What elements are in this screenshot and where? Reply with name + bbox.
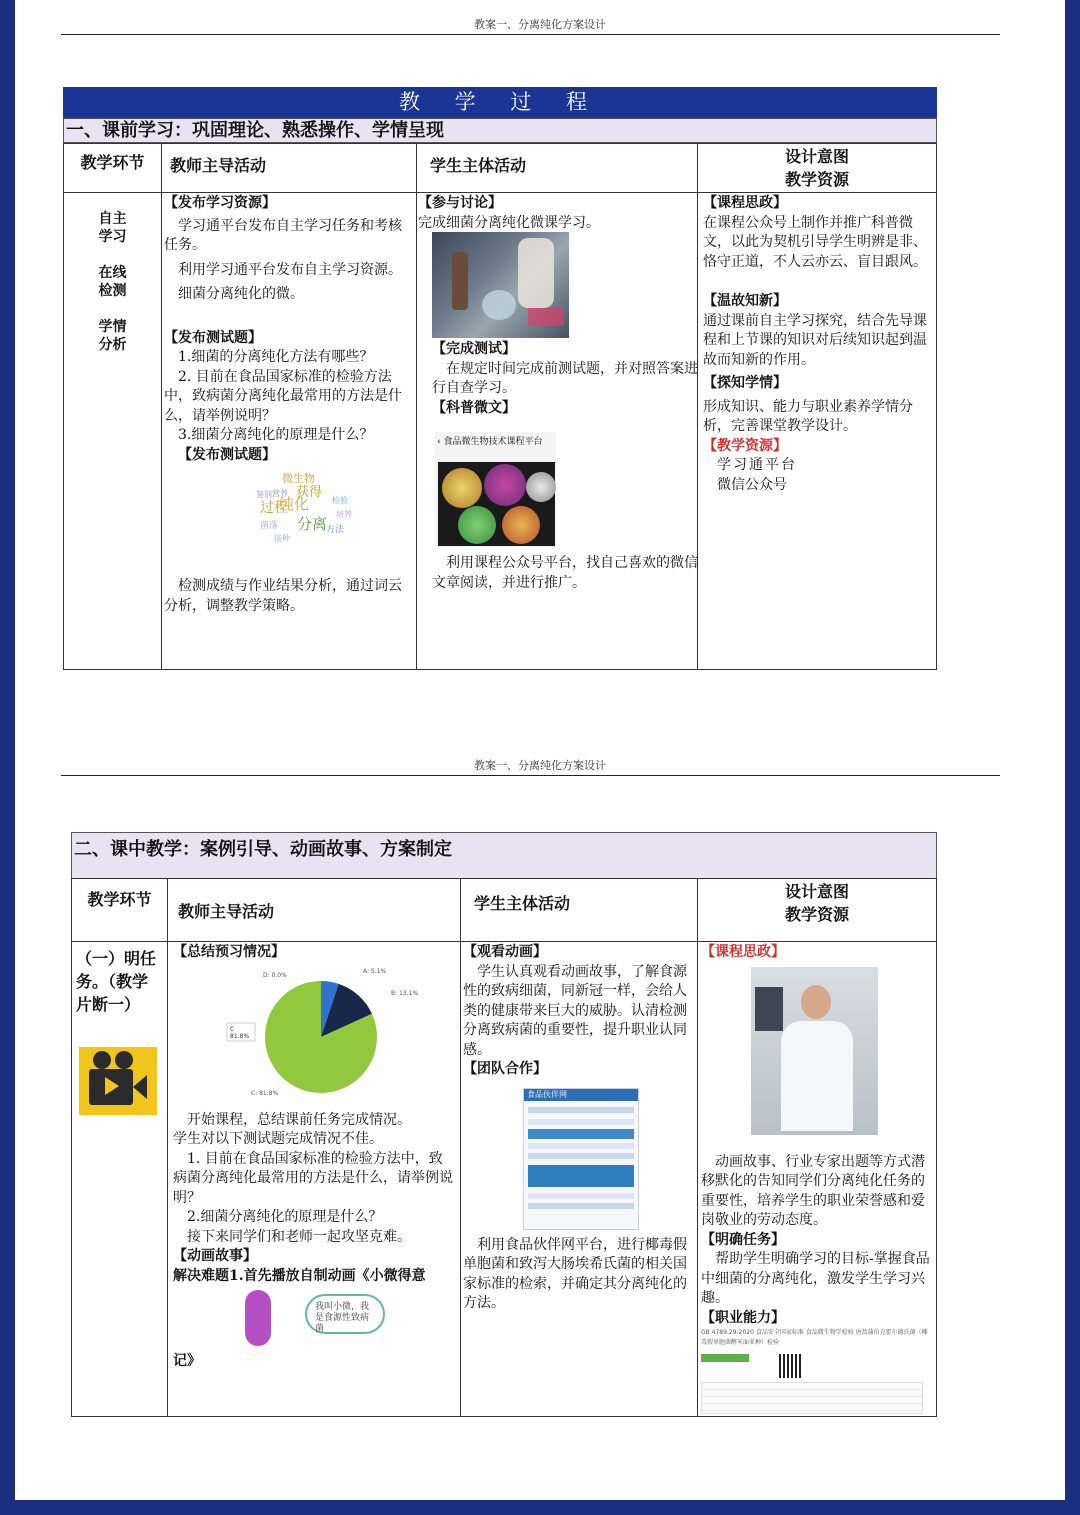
stage-line: 在线 bbox=[98, 265, 127, 281]
resource-heading: 【教学资源】 bbox=[703, 437, 787, 454]
back-icon: ‹ bbox=[437, 437, 444, 447]
design-label: 设计意图 bbox=[784, 147, 849, 166]
word-cloud-image: 微生物 分离 获得 过程 纯化 营养 检验 鉴别 方法 菌落 接种 培养 bbox=[256, 472, 352, 543]
stage-line: 自主 bbox=[98, 211, 127, 227]
design-label: 设计意图 bbox=[784, 882, 849, 901]
col-student-header: 学生主体活动 bbox=[460, 878, 698, 942]
activity-text: 完成细菌分离纯化微课学习。 bbox=[418, 214, 600, 231]
activity-text: 学习通平台发布自主学习任务和考核任务。 bbox=[164, 217, 402, 253]
pie-label: D: 0.0% bbox=[263, 971, 287, 979]
quiz-question: 2. 目前在食品国家标准的检验方法中，致病菌分离纯化最常用的方法是什么，请举例说明？ bbox=[164, 368, 402, 424]
activity-heading: 【完成测试】 bbox=[432, 341, 516, 357]
activity-text: 学生认真观看动画故事，了解食源性的致病细菌，同新冠一样，会给人类的健康带来巨大的威胁。认清检测分离致病菌的重要性，提升职业认同感。 bbox=[463, 963, 687, 1058]
design-heading: 【课程思政】 bbox=[703, 195, 787, 211]
stage-cell bbox=[63, 192, 162, 670]
design-text: 动画故事、行业专家出题等方式潜移默化的告知同学们分离纯化任务的重要性，培养学生的职业荣誉感和爱岗敬业的劳动态度。 bbox=[701, 1153, 925, 1228]
header-rule bbox=[61, 775, 1000, 776]
process-title-bar: 教 学 过 程 bbox=[63, 87, 937, 118]
stage-line: 分析 bbox=[98, 337, 127, 353]
quiz-question: 1.细菌的分离纯化方法有哪些？ bbox=[178, 349, 374, 365]
site-name: 食品伙伴网 bbox=[524, 1089, 638, 1101]
teacher-activity-cell bbox=[167, 941, 461, 1417]
standard-title: GB 4789.29-2020 食品安全国家标准 食品微生物学检验 唐菖蒲伯克霍尔德氏菌（椰毒假单胞菌酵米面亚种）检验 bbox=[701, 1329, 928, 1346]
activity-text: 开始课程，总结课前任务完成情况。 bbox=[187, 1111, 411, 1128]
col-teacher-header: 教师主导活动 bbox=[167, 878, 461, 942]
resource-label: 教学资源 bbox=[784, 905, 849, 924]
student-article-text: 利用课程公众号平台，找自己喜欢的微信文章阅读，并进行推广。 bbox=[432, 555, 698, 591]
pie-label: B: 13.1% bbox=[391, 989, 419, 997]
student-test-block bbox=[432, 340, 698, 418]
standard-record-screenshot bbox=[701, 1354, 932, 1414]
section-heading: 一、课前学习：巩固理论、熟悉操作、学情呈现 bbox=[63, 118, 937, 143]
student-activity-cell bbox=[460, 941, 698, 1417]
quiz-question: 3.细菌分离纯化的原理是什么？ bbox=[178, 427, 374, 443]
activity-heading: 【参与讨论】 bbox=[418, 195, 502, 211]
video-camera-icon[interactable] bbox=[79, 1047, 157, 1115]
expert-photo bbox=[701, 963, 932, 1153]
resource-item: 学习通平台 bbox=[717, 457, 797, 473]
activity-text: 记》 bbox=[173, 1353, 201, 1369]
preview-pie-chart bbox=[223, 965, 433, 1103]
pie-label: A: 5.1% bbox=[363, 967, 387, 975]
design-text: 形成知识、能力与职业素养学情分析，完善课堂教学设计。 bbox=[703, 398, 913, 434]
pie-tooltip-text: C bbox=[230, 1025, 235, 1033]
page-header: 教案一、分离纯化方案设计 bbox=[474, 759, 606, 772]
activity-text: 接下来同学们和老师一起攻坚克难。 bbox=[187, 1228, 411, 1245]
activity-heading: 【发布学习资源】 bbox=[164, 195, 276, 211]
col-teacher-header: 教师主导活动 bbox=[161, 143, 417, 193]
bacteria-character bbox=[245, 1290, 271, 1346]
activity-text: 在规定时间完成前测试题，并对照答案进行自查学习。 bbox=[432, 360, 698, 396]
col-design-header bbox=[697, 143, 937, 193]
activity-heading: 【发布测试题】 bbox=[164, 329, 262, 346]
design-text: 通过课前自主学习探究，结合先导课程和上节课的知识对后续知识起到温故而知新的作用。 bbox=[703, 312, 927, 368]
design-intent-cell bbox=[697, 941, 937, 1417]
design-intent-cell bbox=[697, 192, 937, 670]
pie-label: C: 81.8% bbox=[251, 1089, 279, 1097]
speech-bubble: 我叫小微，我是食源性致病菌 bbox=[305, 1294, 385, 1334]
quiz-question: 2.细菌分离纯化的原理是什么？ bbox=[187, 1209, 383, 1225]
stage-line: 学情 bbox=[98, 319, 127, 335]
activity-heading: 【团队合作】 bbox=[463, 1061, 547, 1077]
design-heading: 【温故知新】 bbox=[703, 293, 787, 309]
wechat-article-screenshot bbox=[435, 432, 556, 547]
stage-line: 检测 bbox=[98, 283, 127, 299]
design-text: 帮助学生明确学习的目标-掌握食品中细菌的分离纯化，激发学生学习兴趣。 bbox=[701, 1251, 930, 1306]
pie-tooltip-text: 81.8% bbox=[230, 1032, 250, 1040]
document-page bbox=[15, 0, 1065, 1500]
stage-text: （一）明任务。（教学片断一） bbox=[76, 949, 157, 1014]
col-stage-header: 教学环节 bbox=[71, 878, 168, 942]
col-stage-header: 教学环节 bbox=[63, 143, 162, 193]
header-rule bbox=[61, 34, 1000, 35]
design-heading: 【探知学情】 bbox=[703, 375, 787, 391]
activity-text: 检测成绩与作业结果分析，通过词云分析，调整教学策略。 bbox=[164, 578, 402, 614]
page-header: 教案一、分离纯化方案设计 bbox=[474, 18, 606, 31]
activity-heading: 【发布测试题】 bbox=[178, 446, 276, 463]
col-design-header bbox=[697, 878, 937, 942]
food-partner-site-screenshot bbox=[463, 1080, 693, 1230]
activity-heading: 【科普微文】 bbox=[432, 399, 516, 416]
design-heading: 【明确任务】 bbox=[701, 1231, 785, 1248]
wechat-title: ‹ 食品微生物技术课程平台 bbox=[437, 437, 543, 447]
design-text: 在课程公众号上制作并推广科普微文，以此为契机引导学生明辨是非、恪守正道，不人云亦云、盲目跟风。 bbox=[703, 214, 927, 270]
section-heading: 二、课中教学：案例引导、动画故事、方案制定 bbox=[71, 832, 937, 879]
resource-label: 教学资源 bbox=[784, 170, 849, 189]
qr-code-icon bbox=[779, 1354, 803, 1378]
stage-cell bbox=[71, 941, 168, 1417]
stage-line: 学习 bbox=[98, 229, 127, 245]
resource-item: 微信公众号 bbox=[717, 476, 787, 493]
col-student-header: 学生主体活动 bbox=[416, 143, 698, 193]
design-heading: 【职业能力】 bbox=[701, 1309, 785, 1326]
activity-text: 利用食品伙伴网平台，进行椰毒假单胞菌和致泻大肠埃希氏菌的相关国家标准的检索，并确定其分离纯化的方法。 bbox=[463, 1236, 687, 1311]
activity-heading: 【观看动画】 bbox=[463, 944, 547, 960]
activity-heading: 【总结预习情况】 bbox=[173, 944, 285, 960]
activity-text: 解决难题1.首先播放自制动画《小微得意 bbox=[173, 1267, 426, 1284]
animation-still bbox=[173, 1286, 456, 1352]
activity-text: 利用学习通平台发布自主学习资源。 bbox=[178, 261, 402, 278]
design-heading: 【课程思政】 bbox=[701, 944, 785, 960]
teacher-activity-cell bbox=[161, 192, 417, 670]
activity-text: 学生对以下测试题完成情况不佳。 bbox=[173, 1131, 383, 1147]
activity-text: 细菌分离纯化的微。 bbox=[178, 286, 304, 302]
quiz-question: 1. 目前在食品国家标准的检验方法中，致病菌分离纯化最常用的方法是什么，请举例说明？ bbox=[173, 1150, 453, 1206]
lab-photo bbox=[432, 232, 569, 338]
activity-heading: 【动画故事】 bbox=[173, 1248, 257, 1264]
